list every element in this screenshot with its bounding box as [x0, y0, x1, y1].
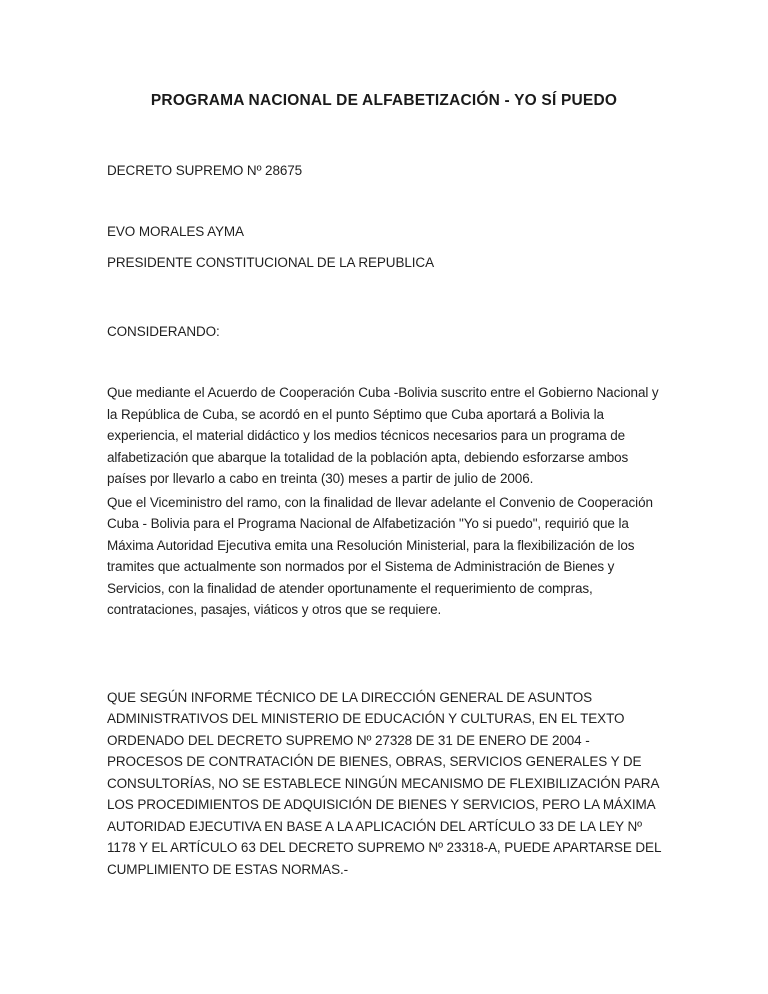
section-heading-considerando: CONSIDERANDO: — [107, 323, 220, 339]
body-paragraph-3: QUE SEGÚN INFORME TÉCNICO DE LA DIRECCIÓN GENERAL DE ASUNTOS ADMINISTRATIVOS DEL MINISTERIO DE EDUCACIÓN Y CULTURAS, EN EL TEXTO ORDENADO DEL DECRETO SUPREMO Nº 27328 DE 31 DE ENERO DE 2004 -PROCESOS DE CONTRATACIÓN DE BIENES, OBRAS, SERVICIOS GENERALES Y DE CONSULTORÍAS, NO SE ESTABLECE NINGÚN MECANISMO DE FLEXIBILIZACIÓN PARA LOS PROCEDIMIENTOS DE ADQUISICIÓN DE BIENES Y SERVICIOS, PERO LA MÁXIMA AUTORIDAD EJECUTIVA EN BASE A LA APLICACIÓN DEL ARTÍCULO 33 DE LA LEY Nº 1178 Y EL ARTÍCULO 63 DEL DECRETO SUPREMO Nº 23318-A, PUEDE APARTARSE DEL CUMPLIMIENTO DE ESTAS NORMAS.- — [107, 689, 661, 877]
document-title: PROGRAMA NACIONAL DE ALFABETIZACIÓN - YO SÍ PUEDO — [150, 92, 618, 109]
body-paragraph-1: Que mediante el Acuerdo de Cooperación Cuba -Bolivia suscrito entre el Gobierno Nacional y la República de Cuba, se acordó en el punto Séptimo que Cuba aportará a Bolivia la experiencia, el material didáctico y los medios técnicos necesarios para un programa de alfabetización que abarque la totalidad de la población apta, debiendo esforzarse ambos países por llevarlo a cabo en treinta (30) meses a partir de julio de 2006. — [107, 385, 659, 486]
author-title: PRESIDENTE CONSTITUCIONAL DE LA REPUBLICA — [107, 255, 434, 270]
author-name: EVO MORALES AYMA — [107, 223, 244, 239]
body-paragraph-2: Que el Viceministro del ramo, con la finalidad de llevar adelante el Convenio de Cooperación Cuba - Bolivia para el Programa Nacional de Alfabetización "Yo si puedo", requirió que la Máxima Autoridad Ejecutiva emita una Resolución Ministerial, para la flexibilización de los tramites que actualmente son normados por el Sistema de Administración de Bienes y Servicios, con la finalidad de atender oportunamente el requerimiento de compras, contrataciones, pasajes, viáticos y otros que se requiere. — [107, 494, 653, 617]
decree-number: DECRETO SUPREMO Nº 28675 — [107, 163, 303, 178]
